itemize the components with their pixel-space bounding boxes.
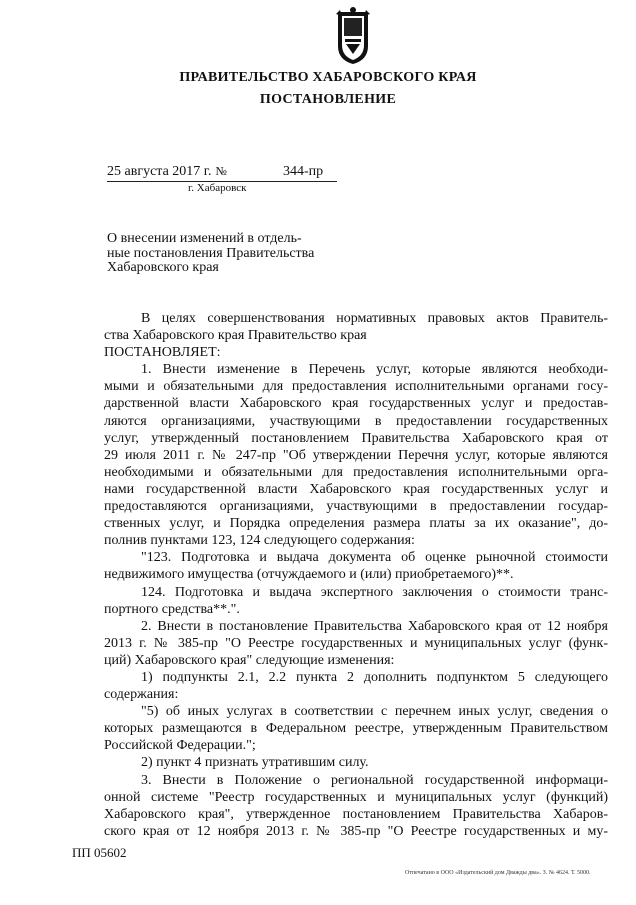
body-line: Хабаровского края", утвержденное постановлением Правительства Хабаров-: [104, 806, 608, 822]
body-line: В целях совершенствования нормативных правовых актов Правитель-: [141, 311, 608, 326]
body-line: 1. Внести изменение в Перечень услуг, которые являются необходи-: [141, 362, 608, 378]
date-number-line: [107, 164, 337, 180]
body-line: ПОСТАНОВЛЯЕТ:: [104, 345, 221, 361]
body-line: 3. Внести в Положение о региональной государственной информаци-: [141, 772, 608, 788]
body-line: 2013 г. № 385-пр "О Реестре государственных и муниципальных услуг (функ-: [104, 635, 608, 651]
document-body: [104, 310, 608, 840]
body-line: необходимыми и обязательными для предоставления исполнительными орга-: [104, 464, 608, 480]
body-line: полнив пунктами 123, 124 следующего содержания:: [104, 533, 415, 549]
body-line: портного средства**.".: [104, 601, 240, 617]
government-title: ПРАВИТЕЛЬСТВО ХАБАРОВСКОГО КРАЯ: [179, 70, 477, 85]
body-line: Российской Федерации.";: [104, 738, 256, 754]
body-line: 29 июля 2011 г. № 247-пр "Об утверждении Перечня услуг, которые являются: [104, 447, 608, 463]
document-type: ПОСТАНОВЛЕНИЕ: [259, 92, 397, 107]
subject-line: О внесении изменений в отдель-: [107, 231, 302, 246]
printer-note: Отпечатано в ООО «Издательский дом Дважды два». З. № 4624. Т. 5000.: [405, 870, 591, 876]
body-line: нами государственной власти Хабаровского края государственных услуг и: [104, 481, 608, 497]
city: г. Хабаровск: [188, 182, 247, 194]
body-line: ства Хабаровского края Правительство края: [104, 328, 367, 344]
body-line: мыми и обязательными для предоставления исполнительными органами госу-: [104, 379, 608, 395]
body-line: ского края от 12 ноября 2013 г. № 385-пр "О Реестре государственных и му-: [104, 823, 608, 839]
body-line: которых размещаются в Федеральном реестре, утвержденным Правительством: [104, 721, 608, 737]
body-line: содержания:: [104, 687, 179, 703]
body-line: предоставляются организациями, участвующими в предоставлении государ-: [104, 499, 608, 515]
body-line: "123. Подготовка и выдача документа об оценке рыночной стоимости: [141, 550, 608, 566]
body-line: 124. Подготовка и выдача экспертного заключения о стоимости транс-: [141, 584, 608, 600]
document-number: 344-пр: [283, 164, 324, 179]
body-line: ций) Хабаровского края" следующие изменения:: [104, 652, 395, 668]
subject-block: [107, 232, 337, 276]
body-line: 2. Внести в постановление Правительства Хабаровского края от 12 ноября: [141, 618, 608, 634]
body-line: недвижимого имущества (отчуждаемого и (или) приобретаемого)**.: [104, 567, 514, 583]
coat-of-arms-icon: [328, 6, 378, 66]
number-sign: №: [215, 164, 227, 178]
body-line: 1) подпункты 2.1, 2.2 пункта 2 дополнить подпунктом 5 следующего: [141, 669, 608, 685]
subject-line: ные постановления Правительства: [107, 245, 315, 261]
body-line: онной системе "Реестр государственных и муниципальных услуг (функций): [104, 789, 608, 805]
body-line: ляются организациями, участвующими в предоставлении государственных: [104, 413, 608, 429]
document-date: 25 августа 2017 г.: [107, 164, 212, 179]
body-line: дарственной власти Хабаровского края государственных услуг и предостав-: [104, 396, 608, 412]
body-line: 2) пункт 4 признать утратившим силу.: [141, 755, 369, 771]
document-code: ПП 05602: [72, 845, 127, 860]
subject-line: Хабаровского края: [107, 260, 219, 275]
body-line: ственных услуг, и Порядка определения размера платы за их оказание", до-: [104, 516, 608, 532]
body-line: услуг, утвержденный постановлением Правительства Хабаровского края от: [104, 430, 608, 446]
body-line: "5) об иных услугах в соответствии с перечнем иных услуг, сведения о: [141, 704, 608, 720]
